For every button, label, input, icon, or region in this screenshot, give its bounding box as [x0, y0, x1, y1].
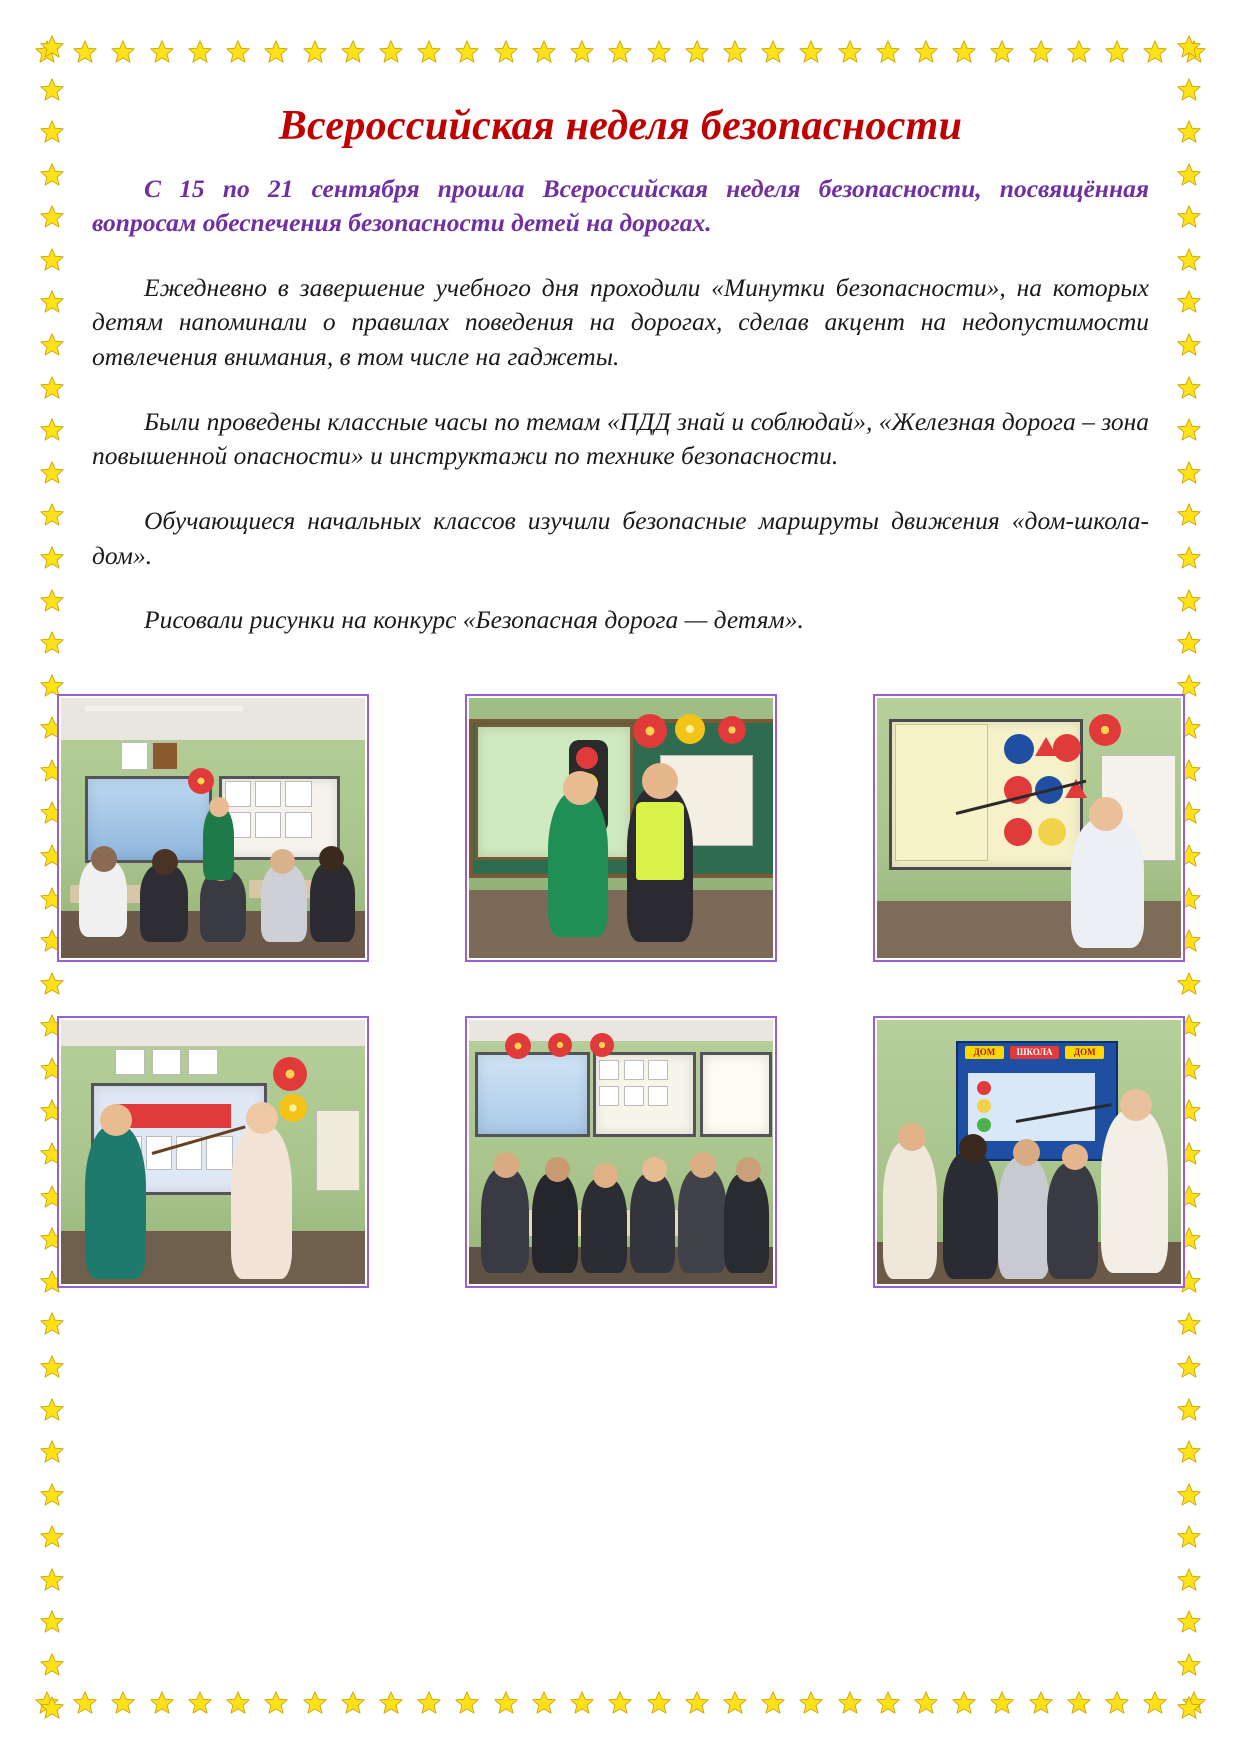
star-icon	[187, 39, 213, 65]
star-icon	[225, 39, 251, 65]
star-icon	[340, 39, 366, 65]
star-icon	[39, 502, 65, 528]
star-icon	[39, 1354, 65, 1380]
star-icon	[1176, 1524, 1202, 1550]
star-icon	[1176, 460, 1202, 486]
photo-classroom-lesson	[57, 694, 369, 962]
star-icon	[39, 332, 65, 358]
photo-drawing-contest	[465, 1016, 777, 1288]
star-icon	[913, 39, 939, 65]
star-icon	[1176, 1652, 1202, 1678]
star-icon	[39, 1439, 65, 1465]
star-icon	[875, 39, 901, 65]
star-icon	[39, 289, 65, 315]
star-icon	[225, 1690, 251, 1716]
star-icon	[39, 119, 65, 145]
star-icon	[302, 1690, 328, 1716]
star-icon	[989, 1690, 1015, 1716]
star-icon	[39, 1397, 65, 1423]
star-icon	[646, 39, 672, 65]
star-icon	[875, 1690, 901, 1716]
star-icon	[1176, 1439, 1202, 1465]
star-icon	[1176, 630, 1202, 656]
star-icon	[39, 417, 65, 443]
star-icon	[951, 39, 977, 65]
document-body	[78, 78, 1163, 1677]
star-icon	[378, 39, 404, 65]
star-icon	[1142, 39, 1168, 65]
star-icon	[39, 375, 65, 401]
star-icon	[454, 1690, 480, 1716]
star-icon	[569, 1690, 595, 1716]
star-icon	[722, 1690, 748, 1716]
star-icon	[493, 1690, 519, 1716]
star-icon	[39, 460, 65, 486]
star-icon	[684, 39, 710, 65]
star-icon	[39, 545, 65, 571]
star-icon	[1176, 502, 1202, 528]
star-icon	[72, 39, 98, 65]
star-icon	[1181, 1690, 1207, 1716]
star-icon	[1176, 34, 1202, 60]
star-icon	[837, 1690, 863, 1716]
star-icon	[1176, 1695, 1202, 1721]
star-icon	[1176, 247, 1202, 273]
star-icon	[39, 34, 65, 60]
star-icon	[149, 39, 175, 65]
star-icon	[39, 247, 65, 273]
star-icon	[263, 39, 289, 65]
star-icon	[1176, 375, 1202, 401]
paragraph-3: Обучающиеся начальных классов изучили безопасные маршруты движения «дом-школа-дом».	[92, 505, 1149, 570]
star-icon	[569, 39, 595, 65]
star-icon	[39, 1482, 65, 1508]
photo-reflective-vest	[465, 694, 777, 962]
star-icon	[798, 39, 824, 65]
star-icon	[493, 39, 519, 65]
star-icon	[416, 39, 442, 65]
star-icon	[989, 39, 1015, 65]
star-icon	[39, 1524, 65, 1550]
star-icon	[39, 162, 65, 188]
star-icon	[378, 1690, 404, 1716]
photo-railway-safety	[57, 1016, 369, 1288]
star-icon	[263, 1690, 289, 1716]
star-icon	[760, 1690, 786, 1716]
star-icon	[1104, 39, 1130, 65]
star-icon	[1176, 1311, 1202, 1337]
star-icon	[1176, 332, 1202, 358]
paragraph-2: Были проведены классные часы по темам «ПДД знай и соблюдай», «Железная дорога – зона повышенной опасности» и инструктажи по технике безопасности.	[92, 406, 1149, 471]
star-icon	[39, 204, 65, 230]
photo-road-signs	[873, 694, 1185, 962]
star-icon	[1176, 1609, 1202, 1635]
star-icon	[39, 1609, 65, 1635]
border-top	[34, 34, 1207, 70]
star-icon	[607, 1690, 633, 1716]
star-icon	[913, 1690, 939, 1716]
star-icon	[951, 1690, 977, 1716]
star-icon	[1176, 204, 1202, 230]
star-icon	[72, 1690, 98, 1716]
star-icon	[646, 1690, 672, 1716]
star-icon	[1176, 162, 1202, 188]
star-icon	[110, 1690, 136, 1716]
star-icon	[1176, 1354, 1202, 1380]
star-icon	[1176, 119, 1202, 145]
star-icon	[1066, 1690, 1092, 1716]
star-icon	[416, 1690, 442, 1716]
star-icon	[39, 77, 65, 103]
star-icon	[39, 630, 65, 656]
star-icon	[760, 39, 786, 65]
star-icon	[531, 1690, 557, 1716]
star-icon	[187, 1690, 213, 1716]
star-icon	[1176, 1397, 1202, 1423]
star-icon	[1176, 289, 1202, 315]
paragraph-1: Ежедневно в завершение учебного дня проходили «Минутки безопасности», на которых детям напоминали о правилах поведения на дорогах, сделав акцент на недопустимости отвлечения внимания, в том числе на гаджеты.	[92, 272, 1149, 371]
star-icon	[722, 39, 748, 65]
photo-gallery	[78, 678, 1163, 1304]
star-icon	[39, 1311, 65, 1337]
star-icon	[110, 39, 136, 65]
star-icon	[39, 1567, 65, 1593]
star-icon	[798, 1690, 824, 1716]
star-icon	[454, 39, 480, 65]
star-icon	[531, 39, 557, 65]
star-icon	[1176, 545, 1202, 571]
photo-row	[17, 1000, 1225, 1304]
star-icon	[340, 1690, 366, 1716]
star-icon	[1176, 417, 1202, 443]
page-title: Всероссийская неделя безопасности	[278, 103, 963, 149]
star-icon	[1176, 77, 1202, 103]
star-icon	[39, 1695, 65, 1721]
star-icon	[607, 39, 633, 65]
star-icon	[1142, 1690, 1168, 1716]
paragraph-4: Рисовали рисунки на конкурс «Безопасная дорога — детям».	[144, 605, 804, 635]
star-icon	[34, 39, 60, 65]
star-icon	[1176, 588, 1202, 614]
star-icon	[302, 39, 328, 65]
photo-home-school-home: ДОМ ШКОЛА ДОМ	[873, 1016, 1185, 1288]
border-bottom	[34, 1685, 1207, 1721]
lead-paragraph: С 15 по 21 сентября прошла Всероссийская неделя безопасности, посвящённая вопросам обеспечения безопасности детей на дорогах.	[92, 174, 1149, 238]
star-icon	[1028, 39, 1054, 65]
star-icon	[149, 1690, 175, 1716]
star-icon	[39, 588, 65, 614]
star-icon	[1066, 39, 1092, 65]
star-icon	[1176, 1482, 1202, 1508]
star-icon	[1181, 39, 1207, 65]
star-icon	[1104, 1690, 1130, 1716]
star-icon	[1028, 1690, 1054, 1716]
star-icon	[684, 1690, 710, 1716]
photo-row	[17, 678, 1225, 978]
star-icon	[837, 39, 863, 65]
star-icon	[1176, 1567, 1202, 1593]
star-icon	[34, 1690, 60, 1716]
star-icon	[39, 1652, 65, 1678]
